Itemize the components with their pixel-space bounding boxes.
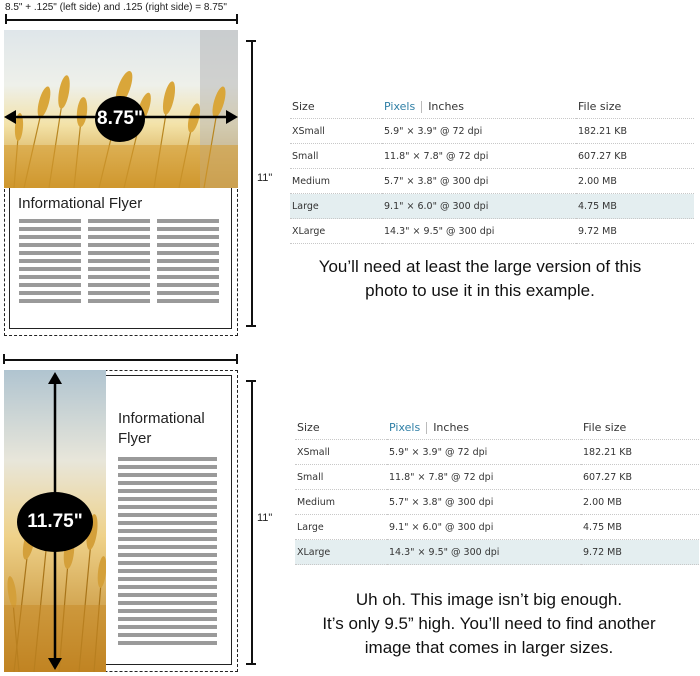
file-size-header: File size	[581, 415, 699, 440]
width-bracket-2-line	[3, 359, 237, 361]
flyer-title-1: Informational Flyer	[18, 195, 143, 212]
row-size: Small	[290, 144, 382, 169]
note-2	[283, 588, 695, 660]
row-size: Large	[295, 515, 387, 540]
size-table-2	[295, 415, 699, 565]
width-bracket-right-tick	[236, 14, 238, 24]
row-size: XSmall	[295, 440, 387, 465]
row-file-size: 2.00 MB	[581, 490, 699, 515]
note-1	[280, 255, 680, 303]
width-label-circle: 8.75"	[95, 96, 145, 142]
row-size: XLarge	[290, 219, 382, 244]
size-table-header	[290, 94, 694, 119]
pixels-tab[interactable]: Pixels	[384, 99, 416, 113]
table-row-highlighted[interactable]	[290, 194, 694, 219]
note-1-line-1: You’ll need at least the large version of this	[318, 257, 642, 276]
size-header: Size	[295, 415, 387, 440]
flyer-title-2-line-1: Informational	[118, 410, 205, 427]
row-size: Small	[295, 465, 387, 490]
flyer-title-2	[118, 409, 205, 449]
size-header: Size	[290, 94, 382, 119]
row-dims: 5.9" × 3.9" @ 72 dpi	[382, 119, 576, 144]
row-file-size: 607.27 KB	[576, 144, 694, 169]
height-bracket-1-bottom-tick	[246, 325, 256, 327]
text-column-1c	[157, 219, 219, 303]
inches-tab[interactable]: Inches	[428, 99, 464, 113]
height-bracket-2-line	[251, 380, 253, 664]
pixels-tab[interactable]: Pixels	[389, 420, 421, 434]
row-dims: 11.8" × 7.8" @ 72 dpi	[387, 465, 581, 490]
row-dims: 9.1" × 6.0" @ 300 dpi	[382, 194, 576, 219]
row-dims: 14.3" × 9.5" @ 300 dpi	[382, 219, 576, 244]
row-file-size: 182.21 KB	[576, 119, 694, 144]
row-dims: 5.7" × 3.8" @ 300 dpi	[382, 169, 576, 194]
width-bracket-line	[5, 19, 237, 21]
row-file-size: 2.00 MB	[576, 169, 694, 194]
row-size: XSmall	[290, 119, 382, 144]
width-formula-caption: 8.5" + .125" (left side) and .125 (right side) = 8.75"	[5, 2, 227, 13]
row-dims: 9.1" × 6.0" @ 300 dpi	[387, 515, 581, 540]
row-file-size: 182.21 KB	[581, 440, 699, 465]
height-bracket-2-bottom-tick	[246, 663, 256, 665]
row-size: Medium	[295, 490, 387, 515]
note-2-line-2: It’s only 9.5” high. You’ll need to find another	[322, 614, 656, 633]
text-column-2	[118, 457, 217, 645]
row-file-size: 9.72 MB	[576, 219, 694, 244]
row-dims: 5.7" × 3.8" @ 300 dpi	[387, 490, 581, 515]
table-row[interactable]	[295, 440, 699, 465]
pixels-inches-tabs	[382, 94, 576, 119]
file-size-header: File size	[576, 94, 694, 119]
table-row[interactable]	[290, 144, 694, 169]
row-file-size: 4.75 MB	[581, 515, 699, 540]
row-dims: 5.9" × 3.9" @ 72 dpi	[387, 440, 581, 465]
table-row[interactable]	[295, 490, 699, 515]
row-dims: 14.3" × 9.5" @ 300 dpi	[387, 540, 581, 565]
size-table-header	[295, 415, 699, 440]
table-row[interactable]	[295, 515, 699, 540]
row-size: XLarge	[295, 540, 387, 565]
table-row[interactable]	[295, 465, 699, 490]
row-file-size: 9.72 MB	[581, 540, 699, 565]
note-2-line-1: Uh oh. This image isn’t big enough.	[355, 590, 623, 609]
text-column-1a	[19, 219, 81, 303]
table-row[interactable]	[290, 219, 694, 244]
table-row[interactable]	[290, 119, 694, 144]
row-file-size: 607.27 KB	[581, 465, 699, 490]
row-file-size: 4.75 MB	[576, 194, 694, 219]
row-size: Medium	[290, 169, 382, 194]
height-label-2: 11"	[257, 512, 273, 524]
inches-tab[interactable]: Inches	[433, 420, 469, 434]
table-row-highlighted[interactable]	[295, 540, 699, 565]
note-2-line-3: image that comes in larger sizes.	[364, 638, 614, 657]
row-size: Large	[290, 194, 382, 219]
note-1-line-2: photo to use it in this example.	[365, 281, 595, 300]
text-column-1b	[88, 219, 150, 303]
height-label-circle: 11.75"	[17, 492, 93, 552]
width-bracket-2-right-tick	[236, 354, 238, 364]
pixels-inches-tabs	[387, 415, 581, 440]
size-table-1	[290, 94, 694, 244]
table-row[interactable]	[290, 169, 694, 194]
flyer-title-2-line-2: Flyer	[118, 430, 152, 447]
height-bracket-1-line	[251, 40, 253, 326]
row-dims: 11.8" × 7.8" @ 72 dpi	[382, 144, 576, 169]
height-label-1: 11"	[257, 172, 273, 184]
